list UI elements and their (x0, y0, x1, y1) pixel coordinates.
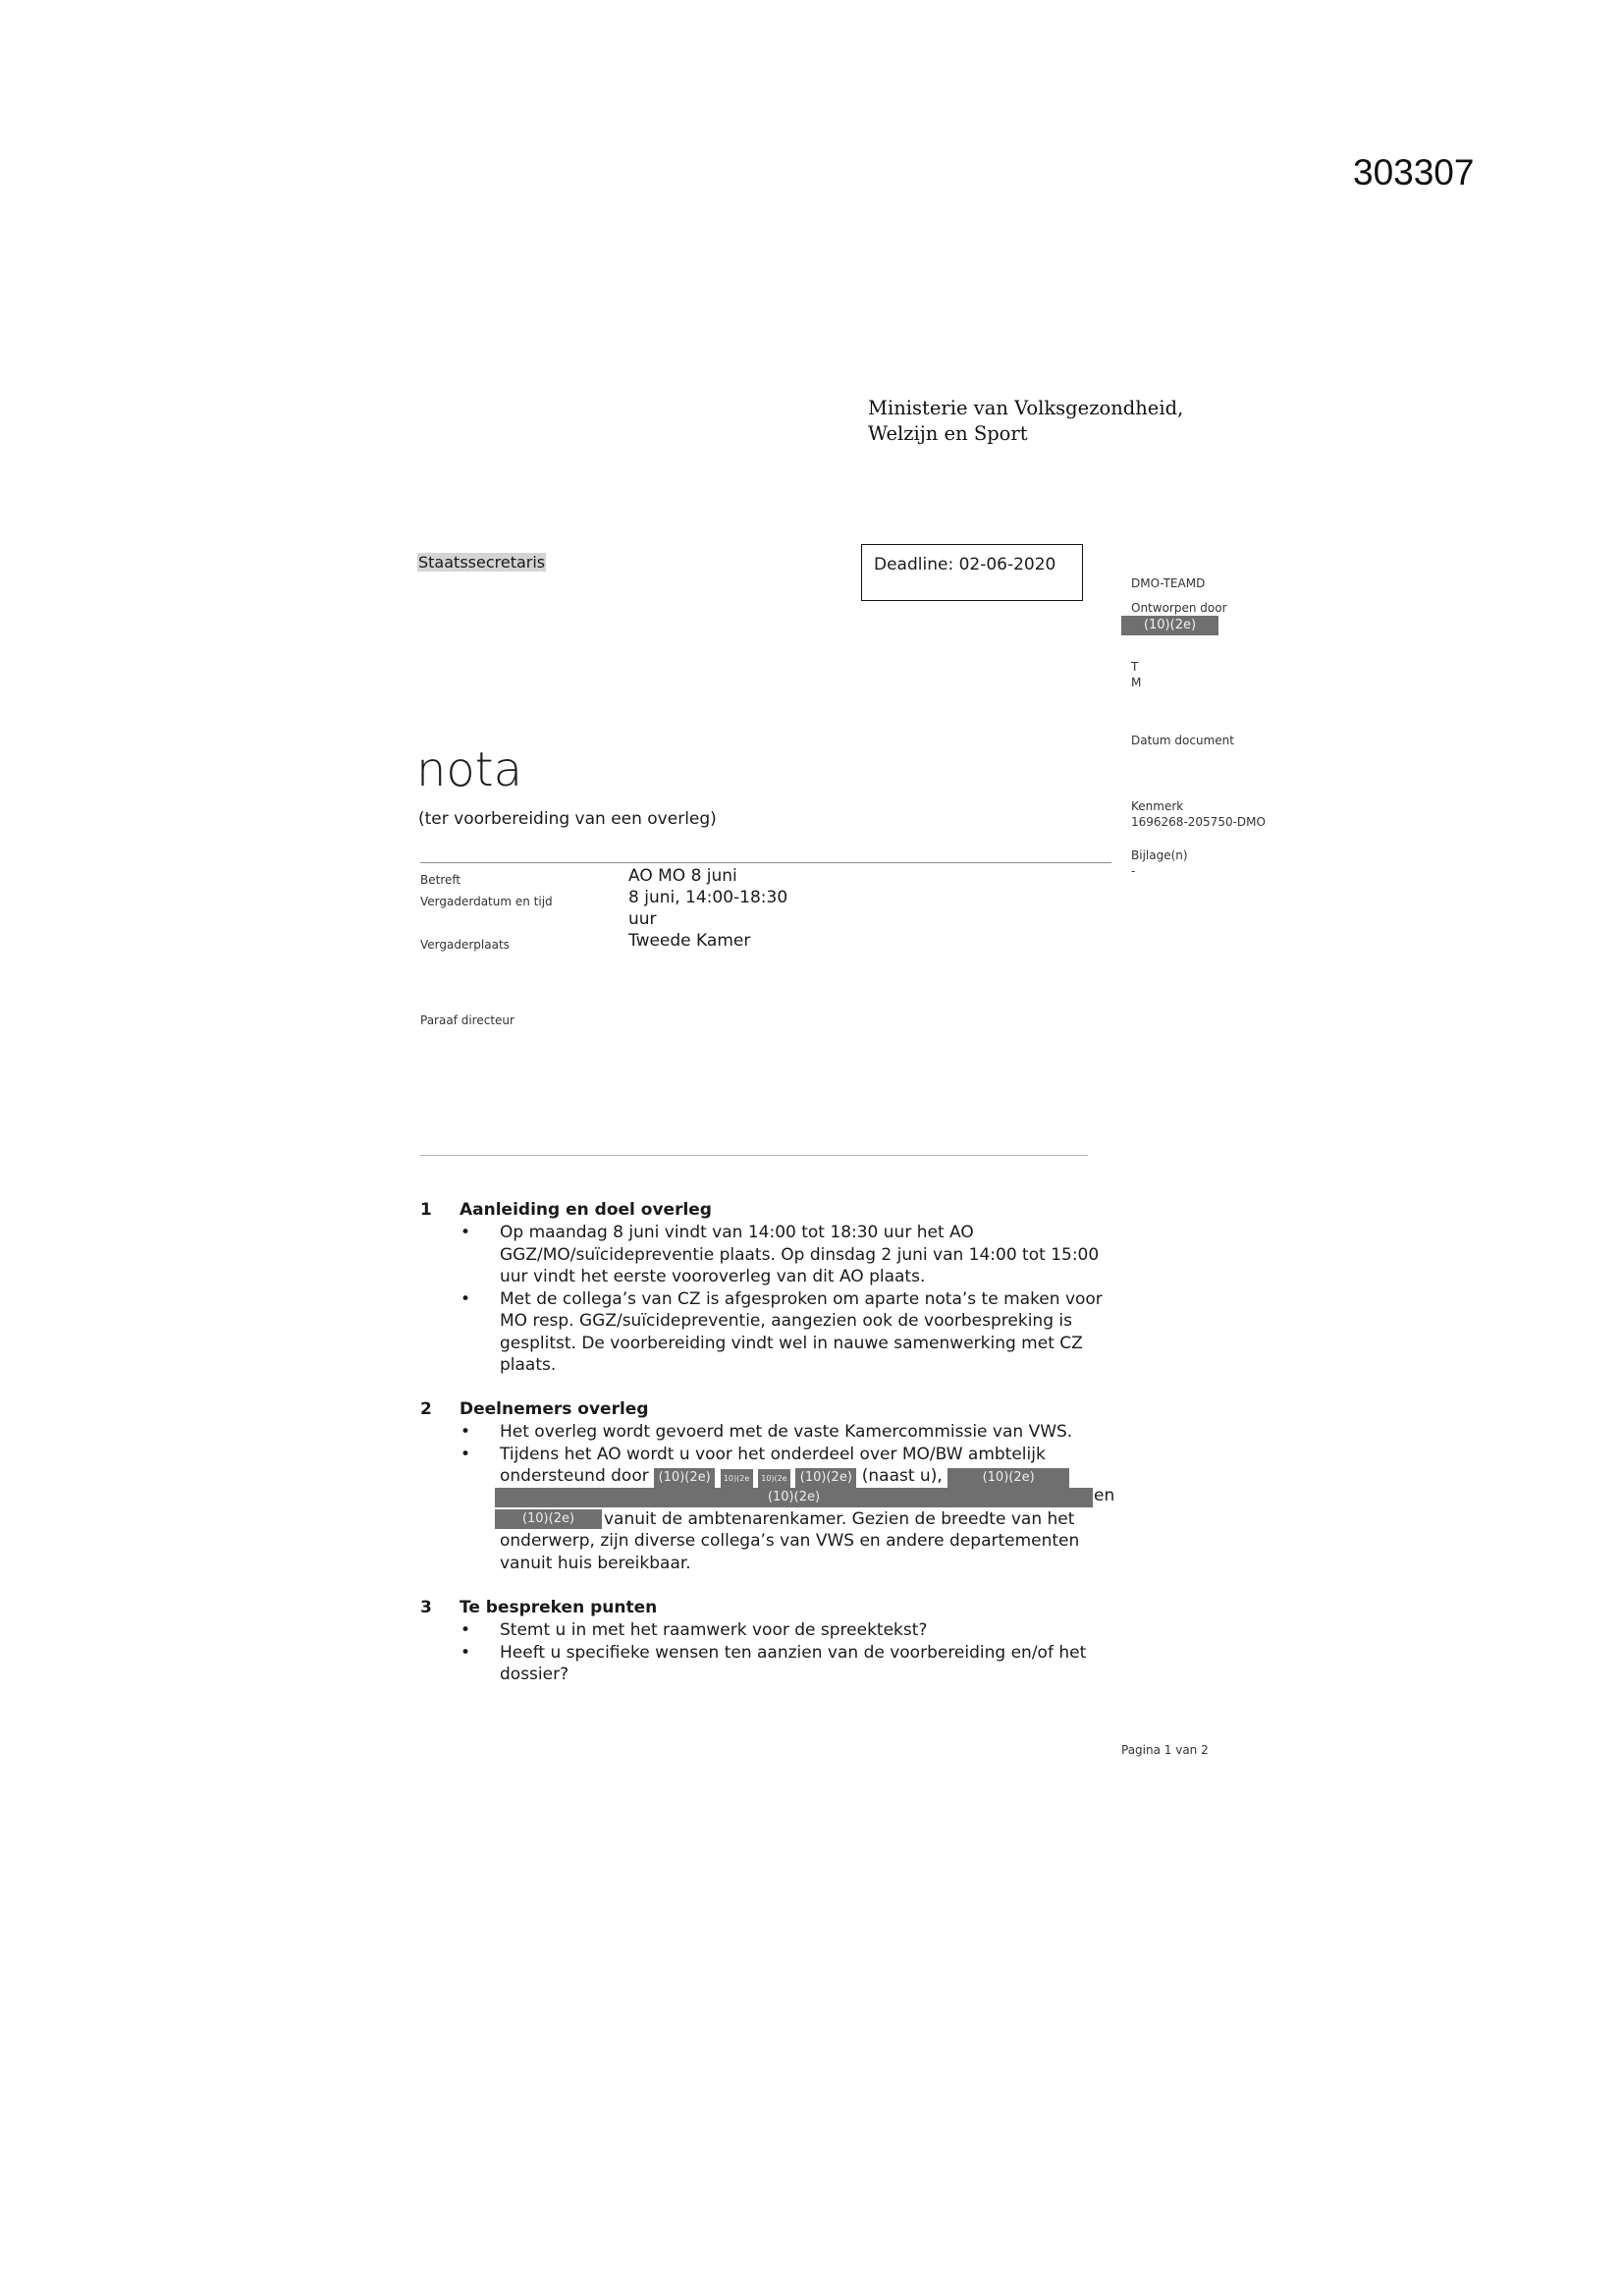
document-title: nota (416, 742, 523, 797)
sidebar-date-label: Datum document (1131, 734, 1234, 747)
section-1-bullet-2-line-3: gesplitst. De voorbereiding vindt wel in nauwe samenwerking met CZ (500, 1333, 1083, 1353)
meta-place-label: Vergaderplaats (420, 938, 510, 952)
redaction-bar-wide: (10)(2e) (495, 1488, 1093, 1507)
redaction-block-small: 10)(2e (721, 1469, 753, 1489)
section-2-list (460, 1421, 1148, 1489)
bullet-mark: • (460, 1620, 471, 1640)
bullet-mark: • (460, 1223, 471, 1242)
section-1-bullet-2-line-1: Met de collega’s van CZ is afgesproken om aparte nota’s te maken voor (500, 1288, 1103, 1309)
ministry-line-1: Ministerie van Volksgezondheid, (868, 397, 1184, 419)
meta-datetime-value-2: uur (628, 909, 657, 929)
section-1-number: 1 (420, 1200, 432, 1220)
meta-place-value: Tweede Kamer (628, 931, 751, 951)
section-3-bullet-2-line-2: dossier? (500, 1665, 569, 1684)
section-2-bullet-2-line-6: vanuit huis bereikbaar. (500, 1554, 691, 1573)
section-2-bullet-1 (460, 1421, 1148, 1444)
meta-subject-value: AO MO 8 juni (628, 866, 737, 886)
section-2-bullet-1-line-1: Het overleg wordt gevoerd met de vaste Kamercommissie van VWS. (500, 1422, 1073, 1442)
recipient: Staatssecretaris (418, 553, 546, 572)
meta-datetime-label: Vergaderdatum en tijd (420, 895, 553, 908)
meta-datetime-value-1: 8 juni, 14:00-18:30 (628, 888, 788, 907)
section-3-list (460, 1619, 1148, 1686)
section-2-bullet-2-line-2 (500, 1465, 1148, 1489)
sidebar-attachments-value: - (1131, 864, 1136, 878)
section-1-bullet-1-line-1: Op maandag 8 juni vindt van 14:00 tot 18:30 uur het AO (500, 1223, 974, 1242)
section-3-bullet-1-line-1: Stemt u in met het raamwerk voor de spreektekst? (500, 1620, 928, 1640)
bullet-mark: • (460, 1444, 471, 1464)
divider-top (420, 862, 1111, 863)
section-1-bullet-2 (460, 1288, 1128, 1377)
bullet-mark: • (460, 1288, 471, 1309)
sidebar-ref-value: 1696268-205750-DMO (1131, 815, 1266, 829)
section-1-list (460, 1222, 1128, 1377)
ministry-name (868, 396, 1183, 447)
section-2-bullet-2-line-5: onderwerp, zijn diverse collega’s van VWS en andere departementen (500, 1531, 1080, 1551)
paraaf-label: Paraaf directeur (420, 1013, 514, 1027)
beside-you-text: (naast u), (861, 1466, 943, 1486)
bullet-mark: • (460, 1642, 471, 1663)
section-3-bullet-2-line-1: Heeft u specifieke wensen ten aanzien van de voorbereiding en/of het (500, 1642, 1087, 1663)
meta-subject-label: Betreft (420, 873, 461, 887)
section-2-title: Deelnemers overleg (460, 1399, 649, 1419)
sidebar-mobile-label: M (1131, 676, 1142, 689)
supported-by-text: ondersteund door (500, 1466, 649, 1486)
section-3-bullet-1 (460, 1619, 1148, 1642)
redaction-block: (10)(2e) (654, 1468, 715, 1488)
ministry-line-2: Welzijn en Sport (868, 422, 1028, 445)
section-3-number: 3 (420, 1598, 432, 1617)
deadline-box (861, 544, 1083, 601)
redaction-block: (10)(2e) (947, 1468, 1069, 1488)
divider-bottom (420, 1155, 1088, 1156)
bullet-mark: • (460, 1422, 471, 1442)
meta-datetime-value (628, 887, 787, 930)
sidebar-dept: DMO-TEAMD (1131, 576, 1206, 590)
section-2-bullet-2 (460, 1444, 1148, 1490)
sidebar-phone-label: T (1131, 660, 1139, 674)
sidebar-ref-label: Kenmerk (1131, 799, 1184, 813)
section-1-title: Aanleiding en doel overleg (460, 1200, 712, 1220)
section-1-bullet-2-line-2: MO resp. GGZ/suïcidepreventie, aangezien ook de voorbespreking is (500, 1311, 1072, 1331)
section-2-number: 2 (420, 1399, 432, 1419)
document-subtitle: (ter voorbereiding van een overleg) (418, 809, 717, 829)
section-1-bullet-1-line-3: uur vindt het eerste vooroverleg van dit AO plaats. (500, 1267, 926, 1286)
section-2-bullet-2-line-4: vanuit de ambtenarenkamer. Gezien de breedte van het (604, 1509, 1075, 1529)
section-2-bullet-2-line-1: Tijdens het AO wordt u voor het onderdeel over MO/BW ambtelijk (500, 1444, 1046, 1464)
section-2-and-text: en (1094, 1486, 1115, 1505)
sidebar-designed-by-redaction: (10)(2e) (1121, 616, 1218, 635)
document-number: 303307 (1353, 152, 1475, 192)
sidebar-attachments-label: Bijlage(n) (1131, 848, 1188, 862)
redaction-block: (10)(2e) (495, 1509, 602, 1529)
section-3-title: Te bespreken punten (460, 1598, 658, 1617)
redaction-block: (10)(2e) (795, 1468, 856, 1488)
deadline-text: Deadline: 02-06-2020 (874, 555, 1056, 574)
section-1-bullet-1-line-2: GGZ/MO/suïcidepreventie plaats. Op dinsdag 2 juni van 14:00 tot 15:00 (500, 1244, 1100, 1265)
section-3-bullet-2 (460, 1642, 1148, 1686)
section-1-bullet-2-line-4: plaats. (500, 1355, 557, 1375)
section-1-bullet-1 (460, 1222, 1128, 1288)
page-number: Pagina 1 van 2 (1121, 1743, 1209, 1757)
redaction-block-small: 10)(2e (758, 1469, 790, 1489)
sidebar-designed-by-label: Ontworpen door (1131, 601, 1227, 615)
